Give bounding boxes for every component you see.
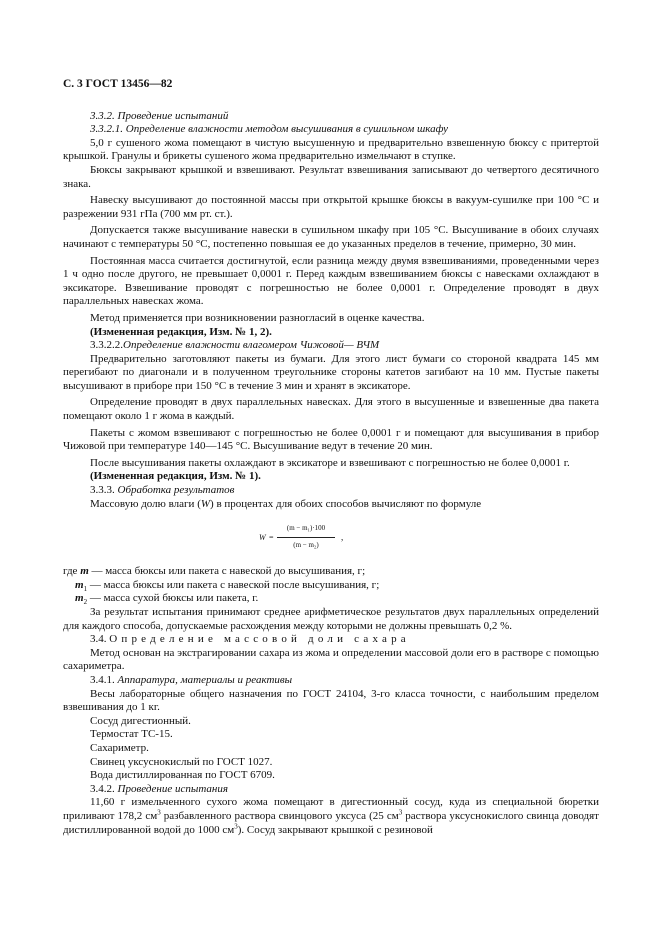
section-number: 3.4.: [90, 633, 107, 646]
paragraph: Допускается также высушивание навески в сушильном шкафу при 105 °С. Высушивание в обоих случаях начинают с температуры 50 °С, постепенно повышая ее до указанных пределов в течение, примерно, 30 мин.: [63, 224, 599, 250]
paragraph: Весы лабораторные общего назначения по ГОСТ 24104, 3-го класса точности, с наибольшим пределом взвешивания до 1 кг.: [63, 687, 599, 714]
section-3-4-2-title: [63, 783, 599, 797]
paragraph: 5,0 г сушеного жома помещают в чистую высушенную и предварительно взвешенную бюксу с притертой крышкой. Гранулы и брикеты сушеного жома предварительно измельчают в ступке.: [63, 136, 599, 163]
formula-equals: =: [269, 533, 274, 543]
section-number: 3.3.3.: [90, 484, 115, 497]
formula-denominator: (m − m₂): [293, 540, 319, 549]
paragraph: Пакеты с жомом взвешивают с погрешностью не более 0,0001 г и помещают для высушивания в прибор Чижовой при температуре 140—145 °С. Высушивание ведут в течение 20 мин.: [63, 426, 599, 453]
section-3-4-1-title: [63, 674, 599, 688]
list-item: Свинец уксуснокислый по ГОСТ 1027.: [90, 755, 273, 768]
paragraph: Метод основан на экстрагировании сахара из жома и определении массовой доли его в растворе с помощью сахариметра.: [63, 646, 599, 673]
list-item: Вода дистиллированная по ГОСТ 6709.: [90, 769, 275, 782]
list-item: Сахариметр.: [90, 741, 149, 754]
formula-lhs: W: [259, 533, 266, 543]
edit-note: (Измененная редакция, Изм. № 1, 2).: [90, 325, 272, 338]
formula-comma: ,: [341, 532, 344, 543]
formula-fraction: [277, 522, 335, 552]
paragraph: Навеску высушивают до постоянной массы при открытой крышке бюксы в вакуум-сушилке при 100 °С и разрежении 931 гПа (700 мм рт. ст.).: [63, 194, 599, 220]
document-page: [63, 78, 599, 837]
section-title: Проведение испытания: [117, 782, 228, 795]
formula-intro: Массовую долю влаги (W) в процентах для обоих способов вычисляют по формуле: [90, 497, 482, 510]
paragraph: За результат испытания принимают среднее арифметическое результатов двух параллельных определений для каждого способа, допускаемые расхождения между которыми не должны превышать 0,2 %.: [63, 606, 599, 632]
definition-row: где m — масса бюксы или пакета с навеской до высушивания, г;: [63, 565, 366, 578]
section-3-3-2-2-title: [63, 339, 599, 353]
page-header: С. 3 ГОСТ 13456—82: [63, 78, 173, 90]
paragraph: Предварительно заготовляют пакеты из бумаги. Для этого лист бумаги со стороной квадрата 145 мм перегибают по диагонали и в полученном треугольнике стороны катетов загибают на 10 мм. Пустые пакеты высушивают в приборе при 150 °С в течение 3 мин и хранят в эксикаторе.: [63, 352, 599, 392]
variable-definitions: [63, 565, 599, 606]
paragraph: Постоянная масса считается достигнутой, если разница между двумя взвешиваниями, проведенными через 1 ч одно после другого, не превышает 0,0001 г. Перед каждым взвешиванием бюксы с навесками охлаждают в эксикаторе. Взвешивание проводят с погрешностью не более 0,0001 г. Определение проводят в двух параллельных навесках жома.: [63, 254, 599, 308]
list-item: Сосуд дигестионный.: [90, 714, 191, 727]
list-item: Термостат ТС-15.: [90, 728, 173, 741]
section-title: Обработка результатов: [117, 484, 235, 497]
section-number: 3.4.1.: [90, 673, 115, 686]
paragraph: Бюксы закрывают крышкой и взвешивают. Результат взвешивания записывают до четвертого десятичного знака.: [63, 163, 599, 190]
section-number: 3.3.2.2.: [90, 339, 123, 352]
section-3-3-3-title: [63, 484, 599, 498]
formula-numerator: (m − m₁)·100: [286, 524, 326, 533]
paragraph: 11,60 г измельченного сухого жома помещают в дигестионный сосуд, куда из специальной бюретки приливают 178,2 $см^3$ разбавленного раствора свинцового уксуса (25 $см^3$ раствора уксуснокислого свинца доводят дистиллированной водой до 1000 $см^3$). Сосуд закрывают крышкой с резиновой: [63, 796, 599, 836]
definition-row: $m_2$ — масса сухой бюксы или пакета, г.: [75, 592, 259, 607]
section-3-4-title: [63, 633, 599, 647]
section-3-3-2-title: 3.3.2. Проведение испытаний: [90, 109, 229, 122]
section-3-3-2-1-title: 3.3.2.1. Определение влажности методом высушивания в сушильном шкафу: [90, 123, 448, 136]
paragraph: Метод применяется при возникновении разногласий в оценке качества.: [90, 311, 425, 324]
definition-row: $m_1$ — масса бюксы или пакета с навеской после высушивания, г;: [75, 578, 380, 593]
section-title: Определение массовой доли сахара: [109, 633, 410, 646]
section-title: Аппаратура, материалы и реактивы: [117, 673, 293, 686]
paragraph: После высушивания пакеты охлаждают в эксикаторе и взвешивают с погрешностью не более 0,0001 г.: [90, 456, 570, 469]
fraction-bar: [277, 537, 335, 538]
moisture-formula: [63, 519, 599, 559]
paragraph: Определение проводят в двух параллельных навесках. Для этого в высушенные и взвешенные два пакета помещают около 1 г жома в каждый.: [63, 396, 599, 423]
section-number: 3.4.2.: [90, 782, 115, 795]
section-title: Определение влажности влагомером Чижовой— ВЧМ: [123, 339, 380, 352]
edit-note: (Измененная редакция, Изм. № 1).: [90, 470, 261, 483]
